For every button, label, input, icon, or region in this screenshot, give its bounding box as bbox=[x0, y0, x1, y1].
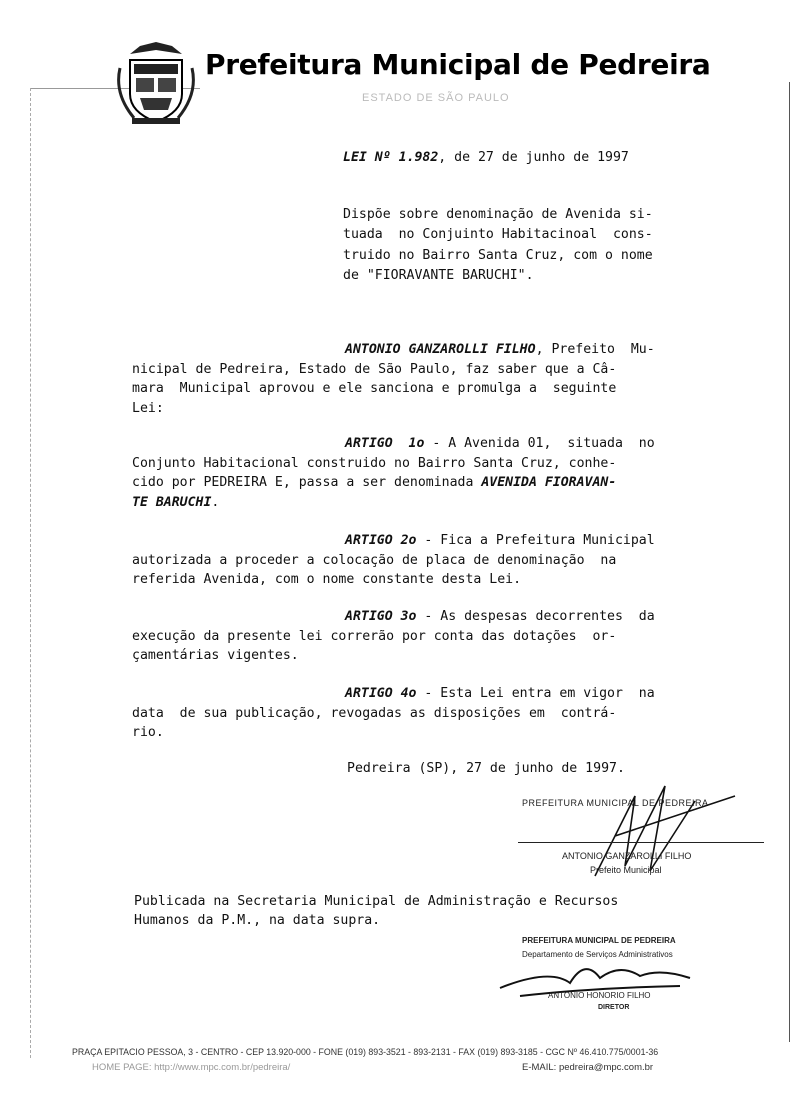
artigo-line: - As despesas decorrentes da bbox=[416, 609, 655, 624]
ementa bbox=[343, 205, 653, 286]
artigo-3-label: ARTIGO 3o bbox=[345, 609, 417, 624]
artigo-1 bbox=[132, 434, 732, 513]
signer-name: ANTONIO GANZAROLLI FILHO bbox=[562, 851, 692, 861]
stamp2-line2: Departamento de Serviços Administrativos bbox=[522, 950, 673, 959]
artigo-line: referida Avenida, com o nome constante desta Lei. bbox=[132, 572, 522, 588]
law-date: , de 27 de junho de 1997 bbox=[438, 150, 629, 165]
artigo-4 bbox=[132, 684, 732, 743]
municipal-crest-icon bbox=[112, 38, 200, 130]
artigo-line: execução da presente lei correrão por conta das dotações or- bbox=[132, 628, 617, 644]
preamble-line: nicipal de Pedreira, Estado de São Paulo, faz saber que a Câ- bbox=[132, 361, 617, 377]
ementa-line: tuada no Conjuinto Habitacinoal cons- bbox=[343, 227, 653, 243]
artigo-line: data de sua publicação, revogadas as disposições em contrá- bbox=[132, 705, 617, 721]
director-role: DIRETOR bbox=[598, 1004, 630, 1011]
law-heading bbox=[343, 150, 629, 165]
letterhead-title: Prefeitura Municipal de Pedreira bbox=[205, 48, 711, 81]
law-number: LEI Nº 1.982 bbox=[343, 150, 439, 165]
mayor-name: ANTONIO GANZAROLLI FILHO bbox=[345, 342, 536, 357]
ementa-line: Dispõe sobre denominação de Avenida si- bbox=[343, 207, 653, 222]
artigo-1-label: ARTIGO 1o bbox=[345, 436, 425, 451]
artigo-3 bbox=[132, 607, 732, 666]
preamble-line: , Prefeito Mu- bbox=[535, 342, 655, 357]
artigo-4-label: ARTIGO 4o bbox=[345, 686, 417, 701]
preamble-line: Lei: bbox=[132, 401, 164, 417]
ementa-line: truido no Bairro Santa Cruz, com o nome bbox=[343, 247, 653, 263]
stamp2-line1: PREFEITURA MUNICIPAL DE PEDREIRA bbox=[522, 936, 676, 945]
avenue-name: AVENIDA FIORAVAN- bbox=[481, 475, 617, 491]
frame-right-line bbox=[789, 82, 791, 1042]
avenue-name: TE BARUCHI bbox=[132, 495, 212, 511]
footer-homepage: HOME PAGE: http://www.mpc.com.br/pedreira/ bbox=[92, 1062, 291, 1073]
publication-line: Humanos da P.M., na data supra. bbox=[134, 913, 381, 928]
frame-left-line bbox=[30, 88, 32, 1058]
footer-address: PRAÇA EPITACIO PESSOA, 3 - CENTRO - CEP 13.920-000 - FONE (019) 893-3521 - 893-2131 - FAX (019) 893-3185 - CGC Nº 46.410.775/0001-36 bbox=[72, 1047, 659, 1057]
artigo-line: autorizada a proceder a colocação de placa de denominação na bbox=[132, 552, 617, 568]
place-and-date: Pedreira (SP), 27 de junho de 1997. bbox=[347, 761, 625, 776]
publication-line: Publicada na Secretaria Municipal de Administração e Recursos bbox=[134, 894, 619, 909]
signer-role: Prefeito Municipal bbox=[590, 865, 662, 875]
publication-note bbox=[134, 892, 618, 930]
artigo-2 bbox=[132, 531, 732, 590]
preamble-line: mara Municipal aprovou e ele sanciona e promulga a seguinte bbox=[132, 381, 617, 397]
footer-email: E-MAIL: pedreira@mpc.com.br bbox=[522, 1062, 654, 1073]
preamble bbox=[132, 340, 732, 419]
artigo-line: - A Avenida 01, situada no bbox=[424, 436, 655, 451]
artigo-2-label: ARTIGO 2o bbox=[345, 533, 417, 548]
ementa-line: de "FIORAVANTE BARUCHI". bbox=[343, 267, 534, 283]
artigo-line: rio. bbox=[132, 725, 164, 741]
artigo-line: - Fica a Prefeitura Municipal bbox=[416, 533, 655, 548]
artigo-line: Conjunto Habitacional construido no Bairro Santa Cruz, conhe- bbox=[132, 455, 617, 471]
artigo-line: - Esta Lei entra em vigor na bbox=[416, 686, 655, 701]
artigo-line: cido por PEDREIRA E, passa a ser denominada bbox=[132, 475, 482, 491]
artigo-line: . bbox=[211, 495, 220, 511]
stamp-header: PREFEITURA MUNICIPAL DE PEDREIRA bbox=[522, 798, 709, 808]
signature-line bbox=[518, 842, 764, 843]
director-name: ANTONIO HONORIO FILHO bbox=[548, 991, 651, 1000]
artigo-line: çamentárias vigentes. bbox=[132, 648, 299, 664]
letterhead-subtitle: ESTADO DE SÃO PAULO bbox=[362, 92, 510, 104]
